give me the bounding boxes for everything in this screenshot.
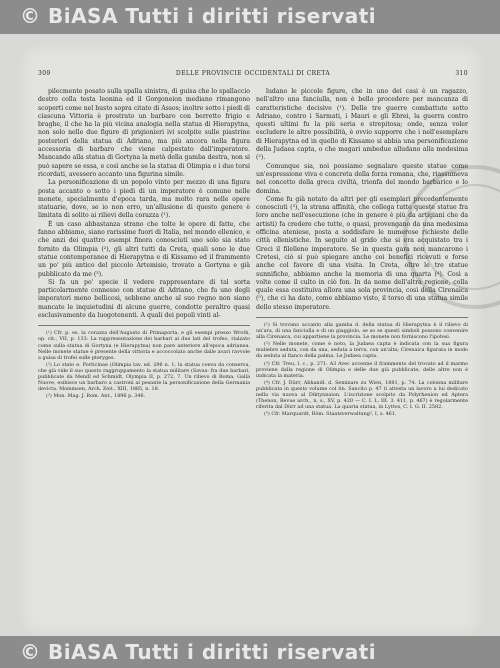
right-footnotes bbox=[256, 317, 468, 417]
footnote: (²) Lo stato e. Porticinae (Olimpia tav. ed. 296 n. 1, la statua coeva da conserva, che già vide il suo questo raggruppamento la statua militare (Savas: fra due barbari, pubblicate da Mendl ed Schmidt, Olympia II, p. 272, 7. Un rilievo di Roma, Galla Nuove, esibisce un barbaro a castroni al pesante la personificazione della Germania devicta. Mommsen, Arch. Zeit., XIII, 1885, n. 18. bbox=[38, 361, 250, 393]
book-page bbox=[20, 44, 482, 636]
paragraph: ludano le piccole figure, che in uno dei casi è un ragazzo, nell'altro una fanciulla, non è bello procedere per mancanza di caratteristiche decisive (¹). Delle tre guerre combattute sotto Adriano, contro i Sarmati, i Mauri e gli Ebrei, la guerra contro questi ultimi fu la più seria e strepitosa; onde, senza voler escludere le altre possibilità, è ovvio supporre che i nell'esemplare di Hierapytna ed in quello di Kissamo si abbia una personificazione della Judaea capta, o che magari ambedue alludano alla medesima (²). bbox=[256, 88, 468, 162]
paragraph: Si fa un po' specie il vedere rappresentare di tal sorta particolarmente connesso con statue di Adriano, che fu uno degli imperatori meno bellicosi, sebbene anche al suo regno non siano mancate le inquietudini di alcune guerre, condotte peraltro quasi esclusivamente da luogotenenti. A quali dei popoli vinti al- bbox=[38, 278, 250, 320]
left-column bbox=[38, 88, 250, 400]
paragraph: La personificazione di un popolo vinto per mezzo di una figura posta accanto o sotto i piedi di un imperatore è comune nelle monete, specialmente d'epoca tarda, ma molto rara nelle opere statuarie, dove, se io non erro, un'allusione di questo genere è limitata di solito ai rilievi della corazza (¹). bbox=[38, 179, 250, 220]
right-column bbox=[256, 88, 468, 418]
left-footnotes bbox=[38, 325, 250, 399]
footnote: (³) Mon. Mag. J. Rom. Ant., 1896 p. 346. bbox=[46, 393, 146, 400]
paragraph: Come fu già notato da altri per gli esemplari precedentemente conosciuti (³), la strana affinità, che collega tutte queste statue fra loro anche nell'esecuzione (che in genere è più da artigiani che da artisti) fa credere che tutte, o quasi, provengano da una medesima officina ateniese, posta a soddisfare le numerose richieste delle città ellenistiche. In seguito al grido che si era acquistato tra i Greci il filelleno imperatore. Se in questa gara non mancarono i Cretesi, ciò si può spiegare anche coi benefici ricevuti e forse anche col favore di una visita. In Creta, oltre le tre statue sunnifiche, abbiamo anche la memoria di una quarta (⁴). Così a volte come il culto in ciò fon. In da nome dell'altra regione, colla quale essa costituiva allora una sola provincia, così della Cirenaica (⁵), che ci ha dato, come abbiamo visto, il torso di una statua simile dello stesso imperatore. bbox=[256, 195, 468, 311]
footnote: (¹) Cfr. p. es. la corazza dell'Augusto di Primaporta, e gli esempi presso Wroth, op. cit., VII, p. 133. La rappresentazione dei barbari ai due lati del trofeo, rialzato come sulla statua di Gortyna (e Hierapytna) non pare anteriore all'epoca adrianea. Nelle monete statue è presente della vittoria e accoccolato anche dalle avari ravvole a guisa di trofei sulle pteryges. bbox=[38, 330, 250, 361]
left-page-number: 309 bbox=[38, 69, 51, 77]
running-head bbox=[38, 68, 468, 78]
running-title: DELLE PROVINCIE OCCIDENTALI DI CRETA bbox=[175, 69, 331, 77]
footnote: (⁵) Cfr. Marquardt, Röm. Staatsverwaltung², I, s. 461. bbox=[264, 411, 397, 418]
footnote: (³) Cfr. Treu, l. c., p. 271. A3 Avec accenne il frammento del trovato ad il marmo proviene dalla regione di Olimpia e delle due già pubblicate; delle altre non è indicata la materia. bbox=[256, 360, 468, 379]
paragraph: pilecmente posato sulla spalla sinistra, di guisa che lo spallaccio destro colla testa leonina ed il Gorgoneion mediano rimangono scoperti come nel busto sopra citato di Assos; inoltre sotto i piedi di ciascuna Vittoria è prostrato un barbaro con berretto frigio e braghe, il che ha la più vicina analogia nella statua di Hierapytna, non solo nelle due figure di prigionieri ivi scolpite sulle piastrine posteriori della statua di Adriano, ma più ancora nella figura accessoria di barbaro che viene calpestato dall'imperatore. Mancando alla statua di Gortyna la metà della gamba destra, non si può sapere se essa, e così anche se la statua di Olimpia e i due torsi ricordati, avessero accanto una figurina simile. bbox=[38, 88, 251, 178]
watermark-bar-top bbox=[0, 0, 500, 34]
paragraph: È un caso abbastanza strano che tolte le opere di fatte, che fanno abbiamo, siano rarissime fuori di Italia, nel mondo ellenico, e che anzi dei quattro esempi finora conosciuti uno solo sia stato fornito da Olimpia (²), gli altri tutti da Creta, quali sono le due statue contemporanee di Hierapytna e di Kissamo ed il frammento un po' più antico del piccolo Artemisio, trovato a Gortyna e già pubblicato da me (³). bbox=[38, 220, 250, 278]
footnote: (²) Nelle monete, come è noto, la Judaea capta è indicata con la sua figura muliebre seduta, con da una, seduta a terra, con un'alta; Cirenaica figurata in modo da seduta al fianco della palma. Le Judaea capta. bbox=[256, 341, 468, 360]
watermark-bar-bottom bbox=[0, 636, 500, 668]
footnote: (¹) Si trovano accanto alla gamba d. della statua di Hierapytna è il rilievo di un'ara, di una fanciulla e di un giaggiolo, se so se questi simboli possono convenire alla Cirenaica, cui appartiene la provincia. Le monete non forniscono l'ipotesi. bbox=[256, 322, 468, 341]
footnote: (⁴) Cfr. J. Dürr, Abhandl. d. Seminars zu Wien, 1881, p. 74. La colonna militare pubblicata in questo volume col Sn. Sancito p. 47 ti attesta un lavoro a lui dedicato nella via nuova al Diktynnaion. L'iscrizione scolpito da Polyrhenion ed Aptera (Thenon, Bevue arch., n. s., XV, p. 420 — C. I. L. III. 3. 411, p. 467) è regolarmente riferita dal Dürr ad una statua. La quarta statua, in Lyttos, C. I. G. II. 2582. bbox=[256, 379, 468, 411]
right-page-number: 310 bbox=[455, 69, 468, 77]
paragraph: Comunque sia, noi possiamo segnalare queste statue come un'espressione viva e concreta della forza romana, che, riassumeva nel concetto della greca civiltà, trionfa del mondo barbarico e lo domina. bbox=[256, 162, 468, 195]
watermark-bottom: © BiASA Tutti i diritti riservati bbox=[20, 640, 377, 664]
watermark-top: © BiASA Tutti i diritti riservati bbox=[20, 4, 377, 28]
